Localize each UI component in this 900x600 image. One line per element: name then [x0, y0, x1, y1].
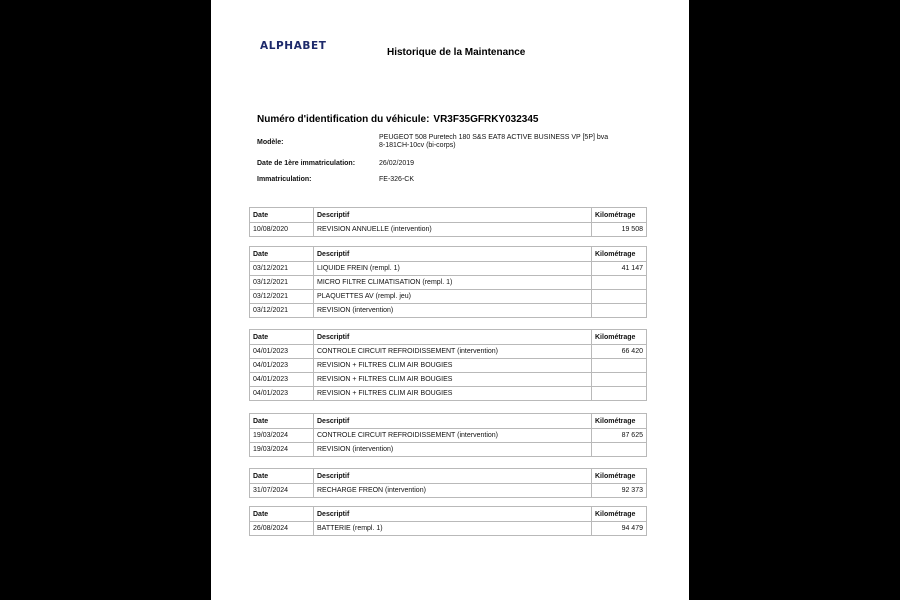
table-header-row	[250, 208, 647, 223]
column-header-date: Date	[250, 507, 314, 522]
column-header-descriptif: Descriptif	[314, 330, 592, 345]
column-header-descriptif: Descriptif	[314, 507, 592, 522]
table-header-row	[250, 330, 647, 345]
column-header-descriptif: Descriptif	[314, 469, 592, 484]
first-registration-label: Date de 1ère immatriculation:	[257, 160, 356, 167]
description-cell: PLAQUETTES AV (rempl. jeu)	[314, 290, 592, 304]
plate-label: Immatriculation:	[257, 176, 312, 183]
mileage-cell	[592, 387, 647, 401]
table-row	[250, 345, 647, 359]
document-page	[211, 0, 689, 600]
description-cell: MICRO FILTRE CLIMATISATION (rempl. 1)	[314, 276, 592, 290]
date-cell: 31/07/2024	[250, 484, 314, 498]
column-header-kilometrage: Kilométrage	[592, 469, 647, 484]
description-cell: LIQUIDE FREIN (rempl. 1)	[314, 262, 592, 276]
date-cell: 04/01/2023	[250, 373, 314, 387]
table-row	[250, 373, 647, 387]
column-header-date: Date	[250, 208, 314, 223]
model-value-line1: PEUGEOT 508 Puretech 180 S&S EAT8 ACTIVE BUSINESS VP [5P] bva	[379, 134, 609, 141]
description-cell: BATTERIE (rempl. 1)	[314, 522, 592, 536]
maintenance-table	[249, 207, 647, 237]
column-header-kilometrage: Kilométrage	[592, 247, 647, 262]
vin-value: VR3F35GFRKY032345	[433, 114, 539, 125]
table-row	[250, 223, 647, 237]
mileage-cell: 66 420	[592, 345, 647, 359]
mileage-cell: 41 147	[592, 262, 647, 276]
model-value-line2: 8-181CH-10cv (bi-corps)	[379, 142, 456, 149]
date-cell: 03/12/2021	[250, 276, 314, 290]
table-row	[250, 484, 647, 498]
first-registration-value: 26/02/2019	[379, 160, 415, 167]
mileage-cell	[592, 290, 647, 304]
table-row	[250, 429, 647, 443]
table-row	[250, 290, 647, 304]
column-header-kilometrage: Kilométrage	[592, 330, 647, 345]
column-header-date: Date	[250, 330, 314, 345]
date-cell: 03/12/2021	[250, 262, 314, 276]
maintenance-table	[249, 506, 647, 536]
date-cell: 04/01/2023	[250, 359, 314, 373]
mileage-cell: 87 625	[592, 429, 647, 443]
description-cell: REVISION + FILTRES CLIM AIR BOUGIES	[314, 359, 592, 373]
description-cell: CONTROLE CIRCUIT REFROIDISSEMENT (intervention)	[314, 345, 592, 359]
model-label: Modèle:	[257, 139, 284, 146]
description-cell: REVISION (intervention)	[314, 443, 592, 457]
vin-row	[257, 114, 538, 125]
column-header-descriptif: Descriptif	[314, 208, 592, 223]
table-header-row	[250, 507, 647, 522]
column-header-descriptif: Descriptif	[314, 414, 592, 429]
date-cell: 26/08/2024	[250, 522, 314, 536]
model-value	[379, 134, 608, 150]
maintenance-table	[249, 329, 647, 401]
table-header-row	[250, 247, 647, 262]
date-cell: 03/12/2021	[250, 290, 314, 304]
vin-label: Numéro d'identification du véhicule:	[257, 114, 430, 125]
mileage-cell: 92 373	[592, 484, 647, 498]
table-row	[250, 262, 647, 276]
column-header-date: Date	[250, 247, 314, 262]
date-cell: 19/03/2024	[250, 429, 314, 443]
mileage-cell: 94 479	[592, 522, 647, 536]
description-cell: REVISION + FILTRES CLIM AIR BOUGIES	[314, 373, 592, 387]
mileage-cell: 19 508	[592, 223, 647, 237]
date-cell: 03/12/2021	[250, 304, 314, 318]
description-cell: RECHARGE FREON (intervention)	[314, 484, 592, 498]
description-cell: CONTROLE CIRCUIT REFROIDISSEMENT (intervention)	[314, 429, 592, 443]
alphabet-logo: ALPHABET	[260, 40, 327, 52]
table-row	[250, 359, 647, 373]
table-header-row	[250, 469, 647, 484]
description-cell: REVISION ANNUELLE (intervention)	[314, 223, 592, 237]
mileage-cell	[592, 443, 647, 457]
maintenance-table	[249, 413, 647, 457]
table-header-row	[250, 414, 647, 429]
description-cell: REVISION (intervention)	[314, 304, 592, 318]
table-row	[250, 443, 647, 457]
date-cell: 19/03/2024	[250, 443, 314, 457]
column-header-kilometrage: Kilométrage	[592, 208, 647, 223]
column-header-descriptif: Descriptif	[314, 247, 592, 262]
table-row	[250, 304, 647, 318]
plate-value: FE-326-CK	[379, 176, 415, 183]
mileage-cell	[592, 304, 647, 318]
column-header-kilometrage: Kilométrage	[592, 414, 647, 429]
column-header-date: Date	[250, 469, 314, 484]
page-title: Historique de la Maintenance	[387, 47, 526, 58]
maintenance-table	[249, 468, 647, 498]
mileage-cell	[592, 373, 647, 387]
column-header-date: Date	[250, 414, 314, 429]
date-cell: 04/01/2023	[250, 387, 314, 401]
table-row	[250, 387, 647, 401]
maintenance-table	[249, 246, 647, 318]
date-cell: 10/08/2020	[250, 223, 314, 237]
mileage-cell	[592, 276, 647, 290]
table-row	[250, 522, 647, 536]
table-row	[250, 276, 647, 290]
description-cell: REVISION + FILTRES CLIM AIR BOUGIES	[314, 387, 592, 401]
mileage-cell	[592, 359, 647, 373]
date-cell: 04/01/2023	[250, 345, 314, 359]
column-header-kilometrage: Kilométrage	[592, 507, 647, 522]
